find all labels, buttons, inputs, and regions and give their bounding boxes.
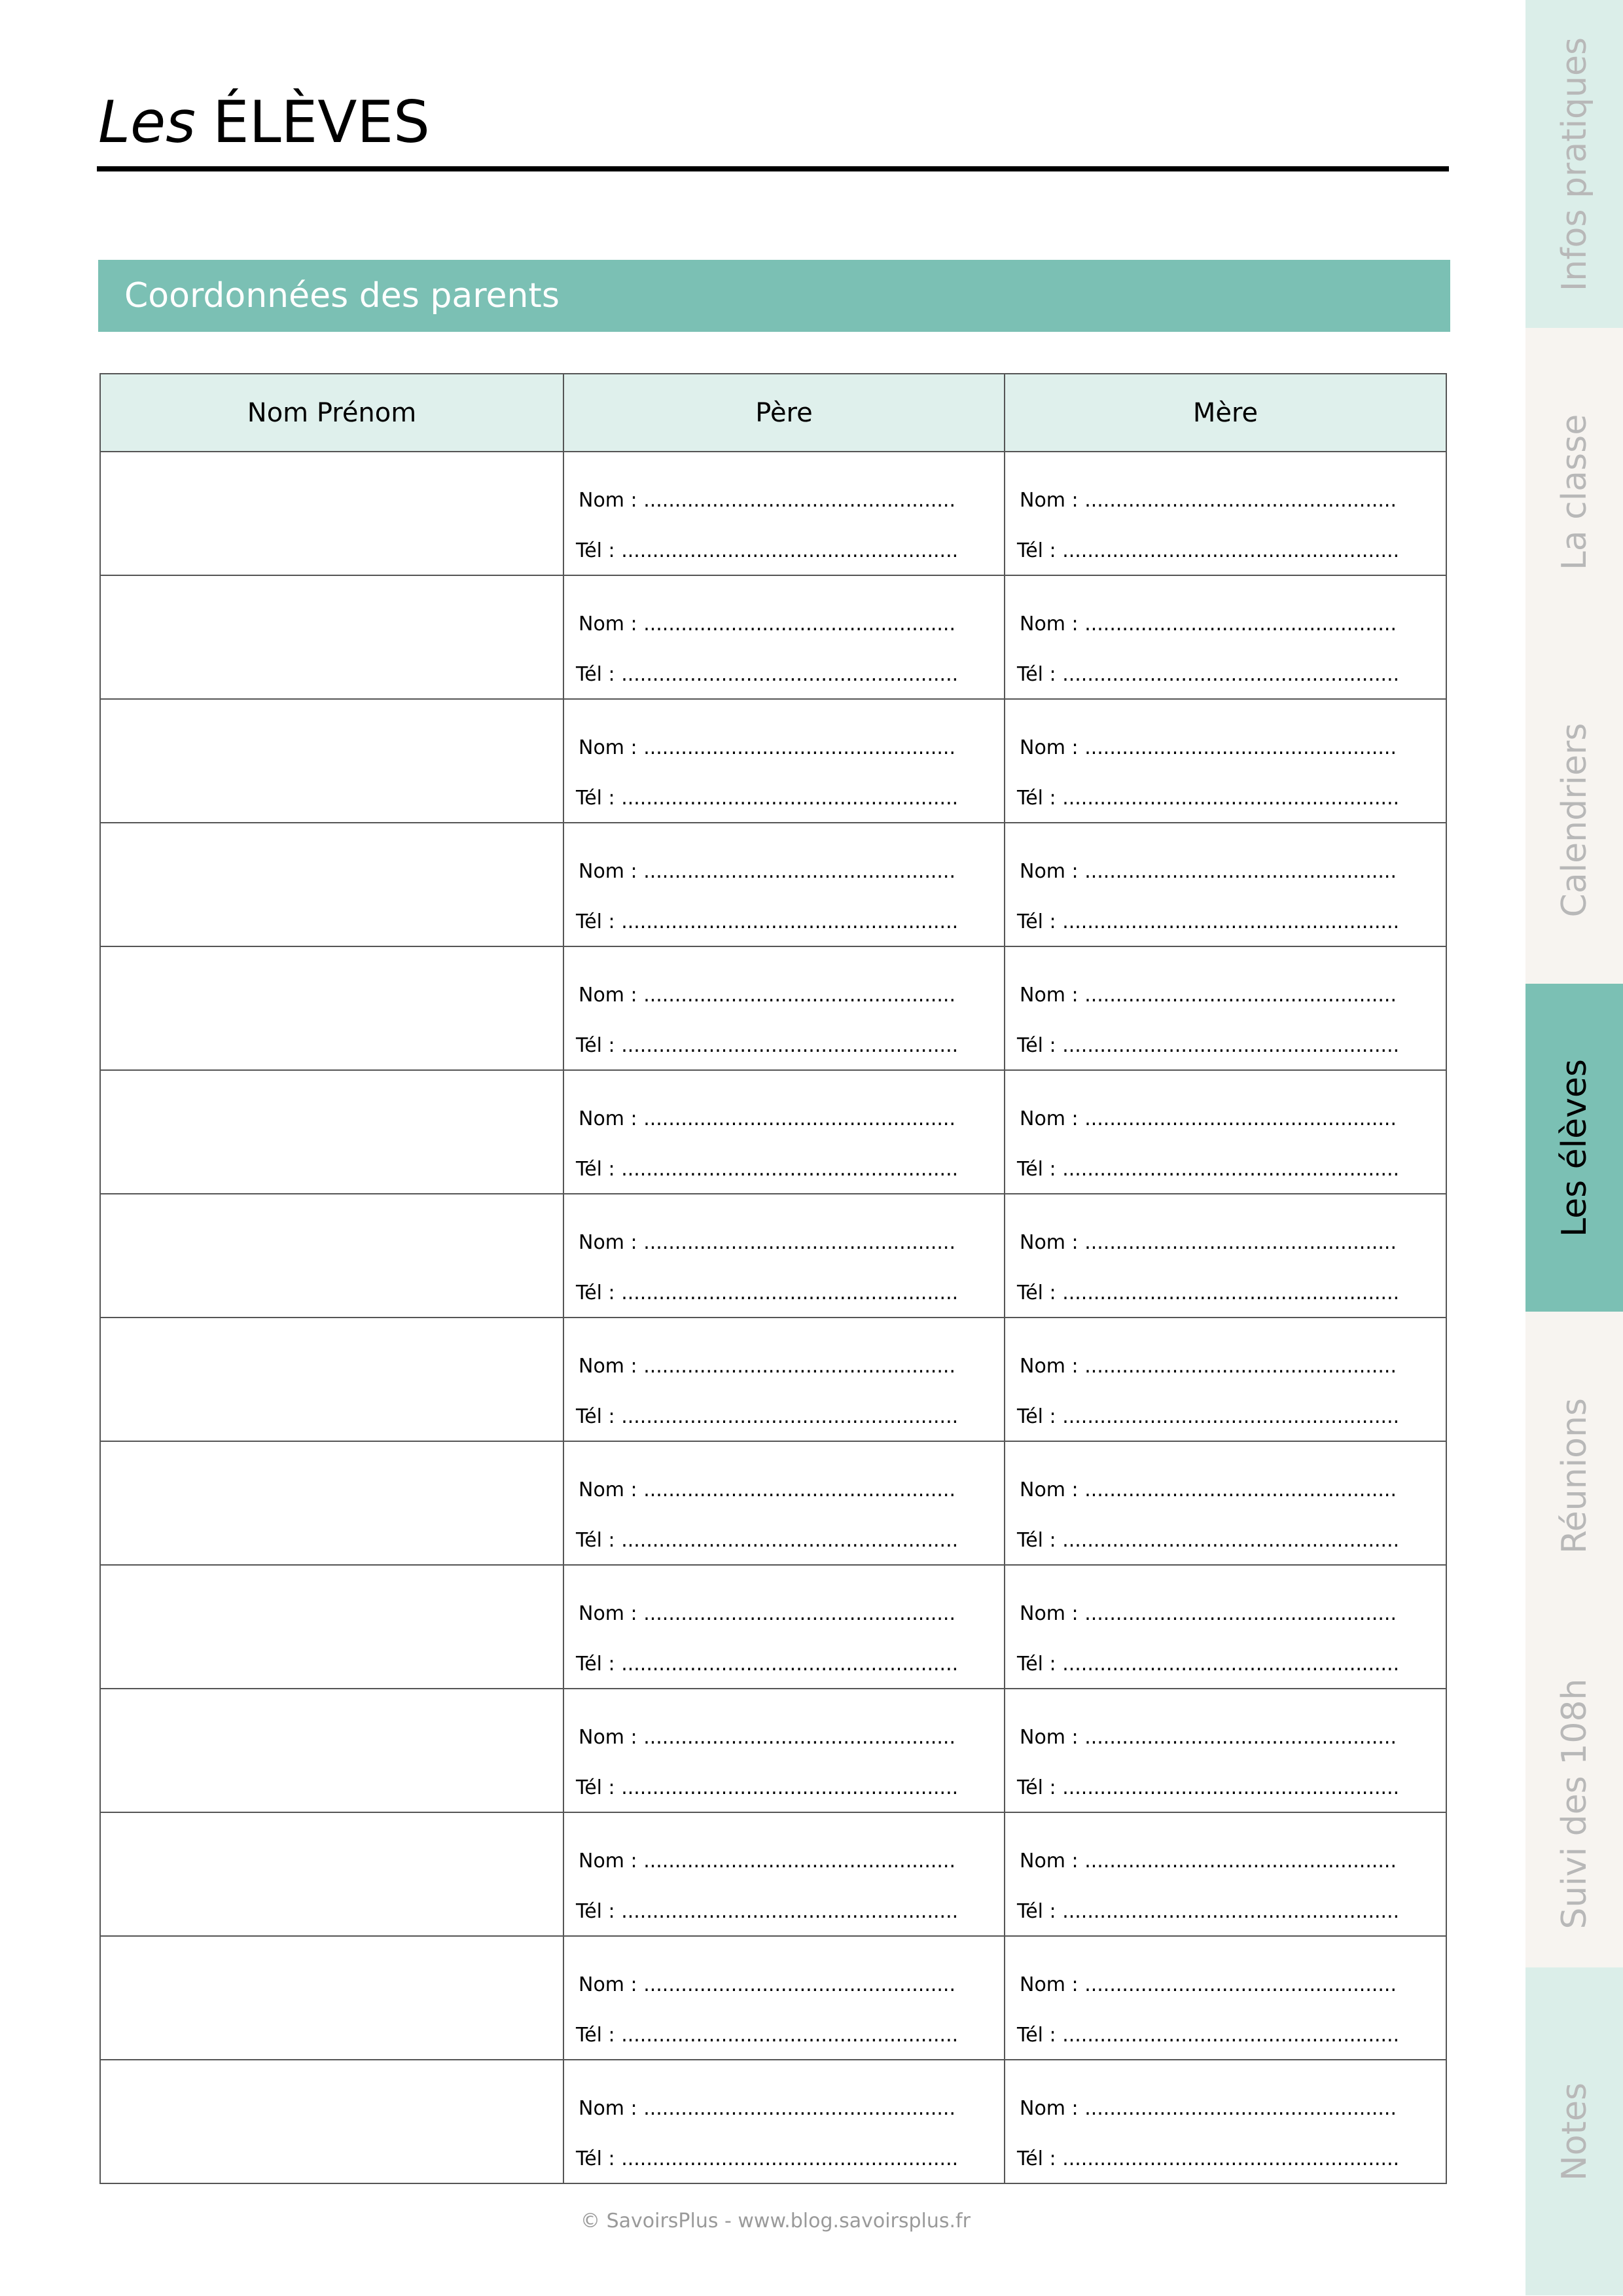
tab-label: Notes <box>1554 2082 1594 2181</box>
mere-nom-field[interactable]: Nom : .................................................. <box>1020 613 1397 636</box>
title-underline <box>97 166 1449 171</box>
mere-tel-field[interactable]: Tél : ...................................................... <box>1017 2147 1400 2170</box>
mere-tel-field[interactable]: Tél : ...................................................... <box>1017 1776 1400 1799</box>
table-row <box>100 1441 1446 1565</box>
page-title-prefix: Les <box>98 88 196 156</box>
mere-nom-field[interactable]: Nom : .................................................. <box>1020 489 1397 512</box>
tab-réunions[interactable] <box>1525 1312 1623 1640</box>
pere-cell <box>563 1194 1005 1318</box>
mere-cell <box>1005 1936 1446 2060</box>
mere-tel-field[interactable]: Tél : ...................................................... <box>1017 539 1400 562</box>
mere-cell <box>1005 2060 1446 2183</box>
pere-tel-field[interactable]: Tél : ...................................................... <box>576 1529 959 1552</box>
mere-nom-field[interactable]: Nom : .................................................. <box>1020 1231 1397 1254</box>
student-name-cell[interactable] <box>100 1070 563 1194</box>
mere-tel-field[interactable]: Tél : ...................................................... <box>1017 1900 1400 1923</box>
student-name-cell[interactable] <box>100 452 563 575</box>
pere-cell <box>563 1070 1005 1194</box>
tab-notes[interactable] <box>1525 1967 1623 2295</box>
mere-tel-field[interactable]: Tél : ...................................................... <box>1017 2024 1400 2047</box>
tab-calendriers[interactable] <box>1525 656 1623 984</box>
mere-tel-field[interactable]: Tél : ...................................................... <box>1017 787 1400 810</box>
mere-cell <box>1005 1070 1446 1194</box>
mere-nom-field[interactable]: Nom : .................................................. <box>1020 984 1397 1007</box>
mere-nom-field[interactable]: Nom : .................................................. <box>1020 1355 1397 1378</box>
student-name-cell[interactable] <box>100 1441 563 1565</box>
pere-nom-field[interactable]: Nom : .................................................. <box>579 1973 956 1996</box>
tab-suivi-des-108h[interactable] <box>1525 1640 1623 1967</box>
student-name-cell[interactable] <box>100 1812 563 1936</box>
student-name-cell[interactable] <box>100 1318 563 1441</box>
pere-nom-field[interactable]: Nom : .................................................. <box>579 1726 956 1749</box>
student-name-cell[interactable] <box>100 575 563 699</box>
mere-cell <box>1005 1318 1446 1441</box>
mere-nom-field[interactable]: Nom : .................................................. <box>1020 1479 1397 1501</box>
pere-tel-field[interactable]: Tél : ...................................................... <box>576 1900 959 1923</box>
pere-nom-field[interactable]: Nom : .................................................. <box>579 1479 956 1501</box>
pere-cell <box>563 452 1005 575</box>
pere-cell <box>563 699 1005 823</box>
mere-nom-field[interactable]: Nom : .................................................. <box>1020 1602 1397 1625</box>
pere-tel-field[interactable]: Tél : ...................................................... <box>576 663 959 686</box>
table-row <box>100 2060 1446 2183</box>
column-header-pere: Père <box>563 374 1005 452</box>
table-row <box>100 1936 1446 2060</box>
pere-nom-field[interactable]: Nom : .................................................. <box>579 489 956 512</box>
page-title-main: ÉLÈVES <box>213 88 430 156</box>
mere-cell <box>1005 575 1446 699</box>
pere-tel-field[interactable]: Tél : ...................................................... <box>576 1776 959 1799</box>
mere-tel-field[interactable]: Tél : ...................................................... <box>1017 1158 1400 1181</box>
mere-cell <box>1005 699 1446 823</box>
table-row <box>100 946 1446 1070</box>
pere-cell <box>563 1565 1005 1689</box>
pere-cell <box>563 1689 1005 1812</box>
mere-tel-field[interactable]: Tél : ...................................................... <box>1017 1282 1400 1304</box>
mere-nom-field[interactable]: Nom : .................................................. <box>1020 1973 1397 1996</box>
table-header-row <box>100 374 1446 452</box>
tab-infos-pratiques[interactable] <box>1525 0 1623 328</box>
pere-nom-field[interactable]: Nom : .................................................. <box>579 1355 956 1378</box>
table-row <box>100 1565 1446 1689</box>
student-name-cell[interactable] <box>100 823 563 946</box>
table-row <box>100 575 1446 699</box>
footer-copyright: © SavoirsPlus - www.blog.savoirsplus.fr <box>580 2210 971 2233</box>
tab-la-classe[interactable] <box>1525 328 1623 656</box>
student-name-cell[interactable] <box>100 946 563 1070</box>
mere-tel-field[interactable]: Tél : ...................................................... <box>1017 910 1400 933</box>
tab-label: Les élèves <box>1554 1058 1594 1237</box>
pere-cell <box>563 1441 1005 1565</box>
pere-cell <box>563 2060 1005 2183</box>
pere-cell <box>563 946 1005 1070</box>
mere-nom-field[interactable]: Nom : .................................................. <box>1020 2097 1397 2120</box>
mere-cell <box>1005 1441 1446 1565</box>
table-row <box>100 823 1446 946</box>
pere-tel-field[interactable]: Tél : ...................................................... <box>576 2147 959 2170</box>
pere-tel-field[interactable]: Tél : ...................................................... <box>576 539 959 562</box>
mere-cell <box>1005 946 1446 1070</box>
page-title <box>98 86 430 158</box>
pere-nom-field[interactable]: Nom : .................................................. <box>579 2097 956 2120</box>
pere-tel-field[interactable]: Tél : ...................................................... <box>576 910 959 933</box>
pere-cell <box>563 1812 1005 1936</box>
mere-nom-field[interactable]: Nom : .................................................. <box>1020 860 1397 883</box>
mere-cell <box>1005 1689 1446 1812</box>
table-row <box>100 452 1446 575</box>
student-name-cell[interactable] <box>100 1936 563 2060</box>
mere-nom-field[interactable]: Nom : .................................................. <box>1020 1107 1397 1130</box>
pere-tel-field[interactable]: Tél : ...................................................... <box>576 1405 959 1428</box>
pere-tel-field[interactable]: Tél : ...................................................... <box>576 2024 959 2047</box>
pere-nom-field[interactable]: Nom : .................................................. <box>579 613 956 636</box>
mere-cell <box>1005 1565 1446 1689</box>
student-name-cell[interactable] <box>100 1194 563 1318</box>
student-name-cell[interactable] <box>100 1689 563 1812</box>
pere-tel-field[interactable]: Tél : ...................................................... <box>576 787 959 810</box>
tab-label: La classe <box>1554 414 1594 570</box>
pere-nom-field[interactable]: Nom : .................................................. <box>579 1850 956 1873</box>
pere-nom-field[interactable]: Nom : .................................................. <box>579 736 956 759</box>
tab-les-élèves[interactable] <box>1525 984 1623 1312</box>
table-row <box>100 699 1446 823</box>
table-row <box>100 1689 1446 1812</box>
pere-tel-field[interactable]: Tél : ...................................................... <box>576 1034 959 1057</box>
pere-nom-field[interactable]: Nom : .................................................. <box>579 860 956 883</box>
pere-nom-field[interactable]: Nom : .................................................. <box>579 1602 956 1625</box>
table-row <box>100 1194 1446 1318</box>
pere-cell <box>563 1318 1005 1441</box>
mere-cell <box>1005 1812 1446 1936</box>
mere-tel-field[interactable]: Tél : ...................................................... <box>1017 1034 1400 1057</box>
pere-nom-field[interactable]: Nom : .................................................. <box>579 984 956 1007</box>
tab-label: Infos pratiques <box>1554 37 1594 291</box>
column-header-mere: Mère <box>1005 374 1446 452</box>
mere-tel-field[interactable]: Tél : ...................................................... <box>1017 1653 1400 1676</box>
table-body <box>100 452 1446 2183</box>
mere-nom-field[interactable]: Nom : .................................................. <box>1020 736 1397 759</box>
student-name-cell[interactable] <box>100 2060 563 2183</box>
student-name-cell[interactable] <box>100 1565 563 1689</box>
pere-tel-field[interactable]: Tél : ...................................................... <box>576 1653 959 1676</box>
table-row <box>100 1812 1446 1936</box>
pere-cell <box>563 823 1005 946</box>
section-banner <box>98 260 1450 332</box>
mere-tel-field[interactable]: Tél : ...................................................... <box>1017 1529 1400 1552</box>
mere-tel-field[interactable]: Tél : ...................................................... <box>1017 1405 1400 1428</box>
tab-label: Calendriers <box>1554 723 1594 917</box>
pere-nom-field[interactable]: Nom : .................................................. <box>579 1107 956 1130</box>
column-header-nom-prenom: Nom Prénom <box>100 374 563 452</box>
pere-tel-field[interactable]: Tél : ...................................................... <box>576 1158 959 1181</box>
mere-nom-field[interactable]: Nom : .................................................. <box>1020 1850 1397 1873</box>
section-heading: Coordonnées des parents <box>124 276 560 315</box>
mere-cell <box>1005 1194 1446 1318</box>
pere-cell <box>563 1936 1005 2060</box>
pere-cell <box>563 575 1005 699</box>
pere-nom-field[interactable]: Nom : .................................................. <box>579 1231 956 1254</box>
mere-cell <box>1005 823 1446 946</box>
mere-nom-field[interactable]: Nom : .................................................. <box>1020 1726 1397 1749</box>
tab-label: Réunions <box>1554 1397 1594 1554</box>
student-name-cell[interactable] <box>100 699 563 823</box>
table-row <box>100 1318 1446 1441</box>
mere-tel-field[interactable]: Tél : ...................................................... <box>1017 663 1400 686</box>
mere-cell <box>1005 452 1446 575</box>
tab-label: Suivi des 108h <box>1554 1678 1594 1929</box>
table-row <box>100 1070 1446 1194</box>
pere-tel-field[interactable]: Tél : ...................................................... <box>576 1282 959 1304</box>
parents-contact-table <box>99 373 1447 2184</box>
